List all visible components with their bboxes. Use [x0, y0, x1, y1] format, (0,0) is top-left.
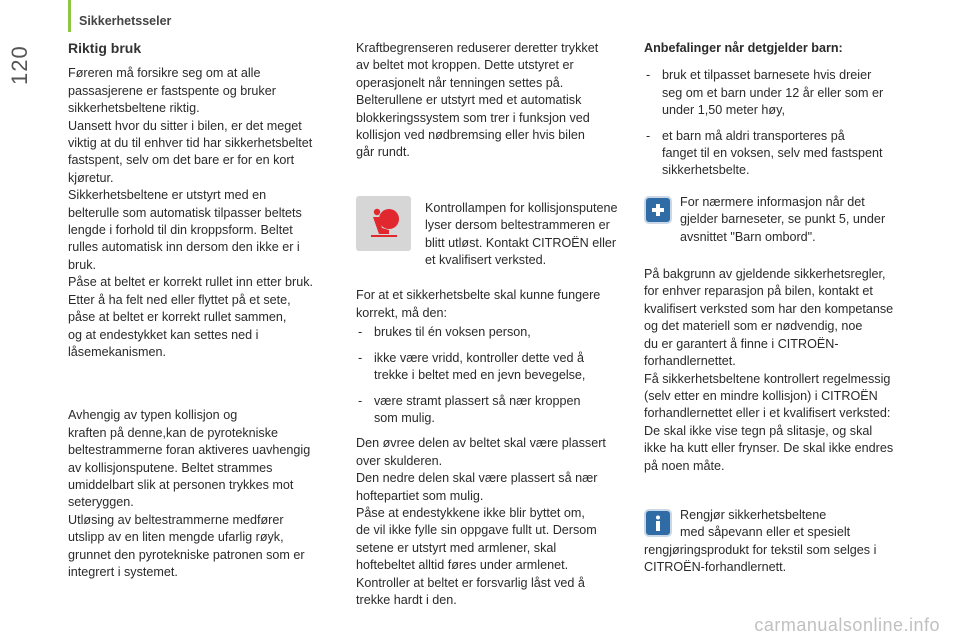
- paragraph-belt-position: Den øvree delen av beltet skal være plassert over skulderen. Den nedre delen skal være plassert så nær hoftepartiet som mulig. Påse at endestykkene ikke blir byttet om, de vil ikke fylle sin oppgave fullt ut. Dersom setene er utstyrt med armlener, skal hoftebeltet alltid føres under armlenet. Kontroller at beltet er forsvarlig låst ved å trekke hardt i den.: [356, 436, 606, 607]
- info-icon: [644, 509, 672, 537]
- paragraph-usage: Føreren må forsikre seg om at alle passasjerene er fastspente og bruker sikkerhetsbeltene riktig. Uansett hvor du sitter i bilen, er det meget viktig at du til enhver tid har sikkerhetsbeltet fastspent, selv om det bare er for en kort kjøretur. Sikkerhetsbeltene er utstyrt med en belterulle som automatisk tilpasser beltets lengde i forhold til din kroppsform. Beltet rulles automatisk inn dersom den ikke er i bruk. Påse at beltet er korrekt rullet inn etter bruk. Etter å ha felt ned eller flyttet på et sete, påse at beltet er korrekt rullet sammen, og at endestykket kan settes ned i låsemekanismen.: [68, 66, 313, 359]
- paragraph-pretensioners: Avhengig av typen kollisjon og kraften på denne,kan de pyrotekniske beltestrammerne foran aktiveres uavhengig av kollisjonsputene. Beltet strammes umiddelbart slik at personen trykkes mot seteryggen. Utløsing av beltestrammerne medfører utslipp av en liten mengde ufarlig røyk, grunnet den pyrotekniske patronen som er integrert i systemet.: [68, 408, 311, 579]
- info-box: [644, 507, 924, 577]
- watermark: carmanualsonline.info: [754, 615, 940, 635]
- info-text-1: Rengjør sikkerhetsbeltene med såpevann eller et spesielt: [680, 507, 851, 540]
- paragraph-intro: For at et sikkerhetsbelte skal kunne fungere korrekt, må den:: [356, 288, 601, 320]
- info-text-2: rengjøringsprodukt for tekstil som selges i CITROËN-forhandlernett.: [644, 542, 877, 575]
- list-item: - ikke være vridd, kontroller dette ved å trekke i beltet med en jevn bevegelse,: [356, 350, 631, 385]
- page-number: 120: [7, 45, 32, 85]
- accent-bar: [68, 0, 71, 32]
- list-item: - være stramt plassert så nær kroppen som mulig.: [356, 393, 631, 428]
- paragraph-force-limiter: Kraftbegrenseren reduserer deretter trykket av beltet mot kroppen. Dette utstyret er operasjonelt når tenningen settes på. Belterullene er utstyrt med et automatisk blokkeringssystem som trer i funksjon ved kollisjon ved nødbremsing eller hvis bilen går rundt.: [356, 41, 599, 160]
- list-item: - et barn må aldri transporteres på fanget til en voksen, selv med fastspent sikkerhetsbelte.: [644, 128, 924, 180]
- heading-children: Anbefalinger når detgjelder barn:: [644, 41, 843, 55]
- note-box: [644, 194, 924, 246]
- column-1: [68, 40, 340, 581]
- section-title: Sikkerhetsseler: [79, 14, 172, 28]
- heading-riktig-bruk: Riktig bruk: [68, 40, 142, 56]
- column-2: [356, 40, 631, 609]
- note-text: For nærmere informasjon når det gjelder barneseter, se punkt 5, under avsnittet "Barn ombord".: [680, 194, 886, 244]
- warning-box: [356, 194, 631, 270]
- airbag-warning-icon: [356, 196, 411, 251]
- column-3: [644, 40, 924, 577]
- warning-text: Kontrollampen for kollisjonsputene lyser dersom beltestrammeren er blitt utløst. Kontakt CITROËN eller et kvalifisert verksted.: [425, 200, 618, 268]
- list-item: - brukes til én voksen person,: [356, 324, 631, 341]
- belt-requirements-list: [356, 324, 631, 427]
- children-list: [644, 67, 924, 179]
- list-item: - bruk et tilpasset barnesete hvis dreier seg om et barn under 12 år eller som er under 1,50 meter høy,: [644, 67, 924, 119]
- paragraph-repairs: På bakgrunn av gjeldende sikkerhetsregler, for enhver reparasjon på bilen, kontakt et kvalifisert verksted som har den kompetanse og det materiell som er nødvendig, noe du er garantert å finne i CITROËN- forhandlernettet. Få sikkerhetsbeltene kontrollert regelmessig (selv etter en mindre kollisjon) i CITROËN forhandlernettet eller i et kvalifisert verksted: De skal ikke vise tegn på slitasje, og skal ikke ha kutt eller frynser. De skal ikke endres på noen måte.: [644, 267, 894, 473]
- plus-icon: [644, 196, 672, 224]
